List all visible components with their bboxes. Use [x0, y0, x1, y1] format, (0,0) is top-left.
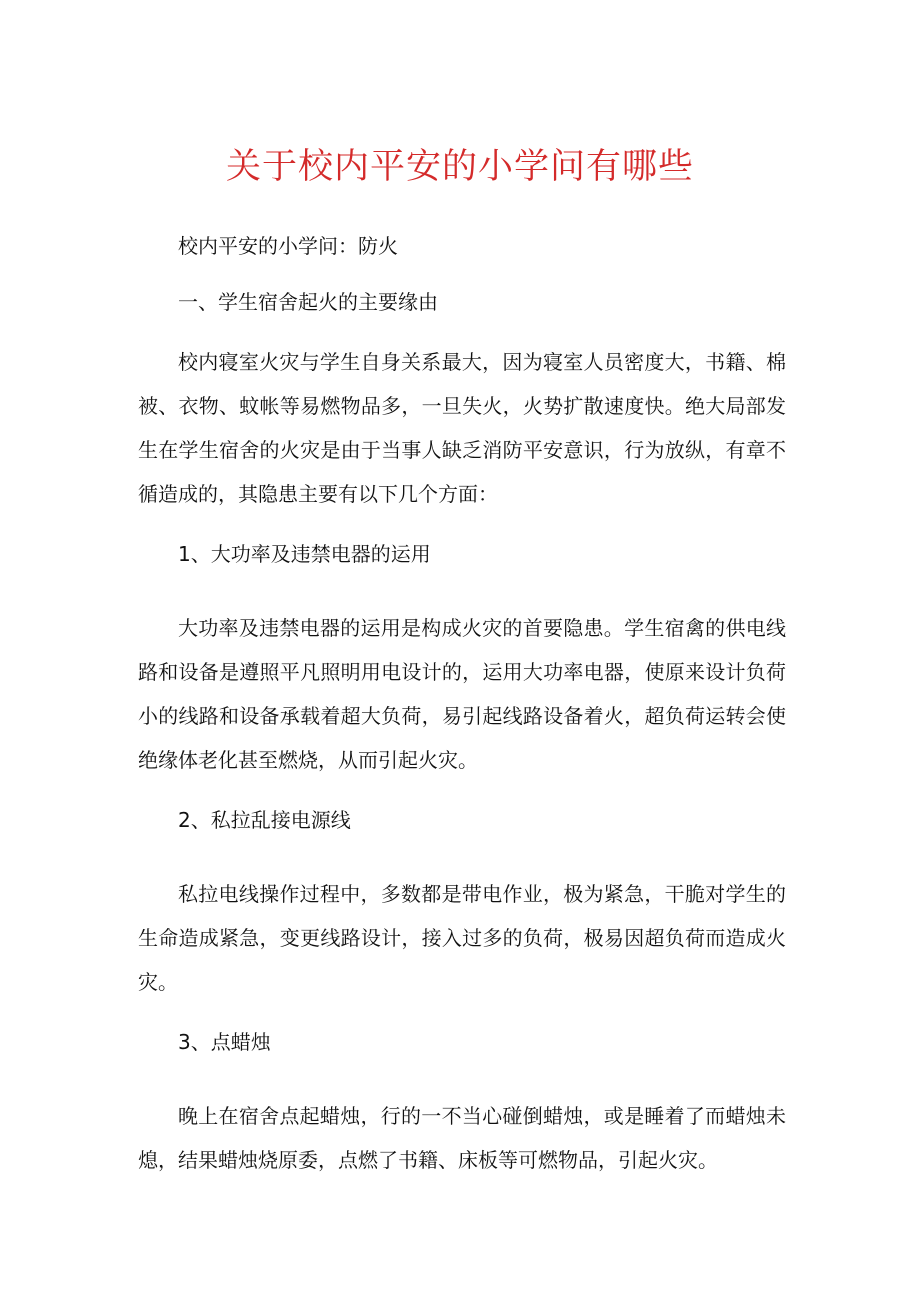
- section-heading: 一、学生宿舍起火的主要缘由: [178, 290, 438, 314]
- paragraph: 晚上在宿舍点起蜡烛，行的一不当心碰倒蜡烛，或是睡着了而蜡烛未熄，结果蜡烛烧原委，点燃了书籍、床板等可燃物品，引起火灾。: [138, 1104, 786, 1172]
- paragraph: 私拉电线操作过程中，多数都是带电作业，极为紧急，干脆对学生的生命造成紧急，变更线路设计，接入过多的负荷，极易因超负荷而造成火灾。: [138, 882, 786, 994]
- subsection-heading: 2、私拉乱接电源线: [178, 808, 351, 832]
- subsection-heading: 3、点蜡烛: [178, 1030, 271, 1054]
- section-heading: 校内平安的小学问：防火: [178, 234, 398, 258]
- document-title: 关于校内平安的小学问有哪些: [225, 147, 694, 187]
- document-body: [138, 228, 786, 1202]
- paragraph: 校内寝室火灾与学生自身关系最大，因为寝室人员密度大，书籍、棉被、衣物、蚊帐等易燃物品多，一旦失火，火势扩散速度快。绝大局部发生在学生宿舍的火灾是由于当事人缺乏消防平安意识，行为放纵，有章不循造成的，其隐患主要有以下几个方面：: [138, 350, 786, 506]
- paragraph: 大功率及违禁电器的运用是构成火灾的首要隐患。学生宿禽的供电线路和设备是遵照平凡照明用电设计的，运用大功率电器，使原来设计负荷小的线路和设备承载着超大负荷，易引起线路设备着火，超负荷运转会使绝缘体老化甚至燃烧，从而引起火灾。: [138, 616, 786, 772]
- subsection-heading: 1、大功率及违禁电器的运用: [178, 542, 431, 566]
